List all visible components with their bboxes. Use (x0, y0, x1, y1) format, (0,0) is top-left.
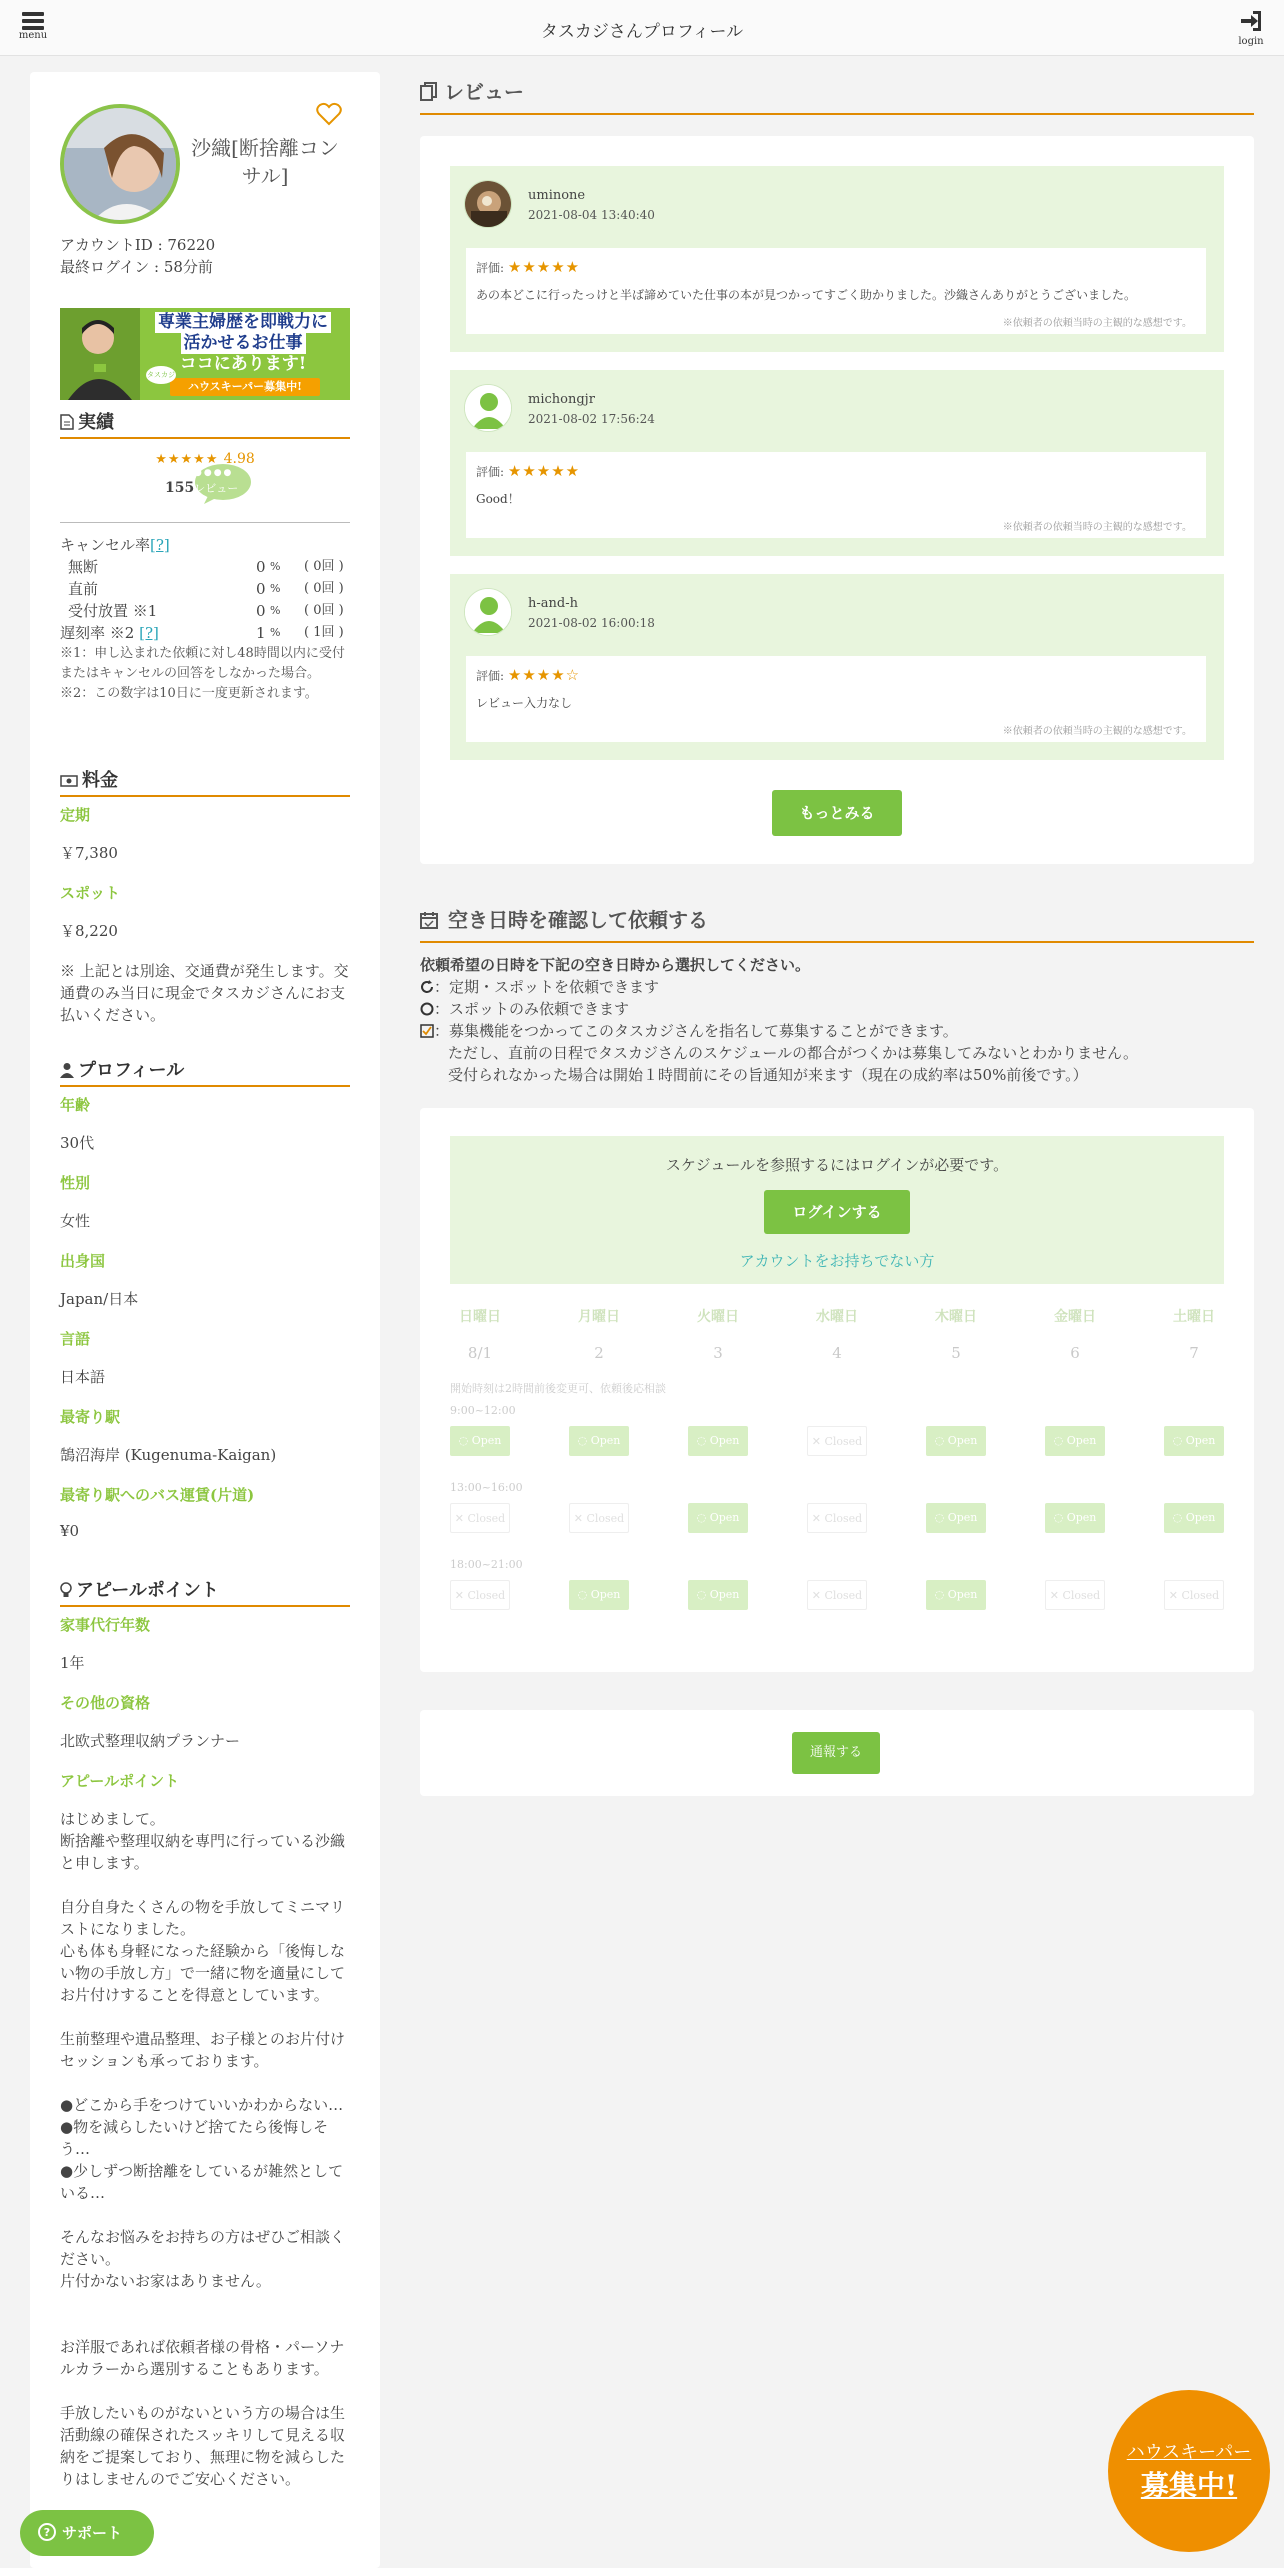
late-label: 遅刻率 ※2 (60, 624, 135, 642)
review-text: Good！ (476, 492, 520, 506)
login-required-panel (450, 1136, 1224, 1284)
late-count: ( 1回 ) (304, 625, 344, 640)
legend-recruit-note-1: ただし、直前の日程でタスカジさんのスケジュールの都合がつくかは募集してみないとわかりません。 (448, 1044, 1139, 1062)
review-rating (476, 462, 580, 480)
schedule-intro: 依頼希望の日時を下記の空き日時から選択してください。 (420, 956, 811, 974)
slot-label: Closed (586, 1512, 625, 1525)
banner-line-3: ココにあります! (179, 354, 307, 374)
cancel-row (60, 600, 350, 622)
schedule-heading (420, 904, 1254, 943)
cancel-heading-row (60, 534, 350, 556)
review-body (466, 248, 1206, 334)
rating-label: 評価: (476, 261, 505, 275)
profile-item-value: 鵠沼海岸 (Kugenuma-Kaigan) (60, 1446, 277, 1464)
qualification-label: その他の資格 (60, 1694, 151, 1712)
reviewer-avatar (464, 588, 512, 636)
reviewer-name[interactable]: michongjr (528, 392, 595, 407)
circle-icon: ◌ (696, 1511, 710, 1524)
profile-item-label: 年齢 (60, 1096, 91, 1114)
checkbox-icon (420, 1024, 434, 1038)
slot-label: Open (709, 1434, 740, 1447)
profile-item-value: 女性 (60, 1212, 91, 1230)
cancel-row (60, 578, 350, 600)
appeal-paragraph: ●物を減らしたいけど捨てたら後悔しそう… (60, 2118, 329, 2158)
slot-label: Open (947, 1588, 978, 1601)
slot-label: Closed (824, 1589, 863, 1602)
slot-closed-button[interactable] (807, 1580, 867, 1610)
slot-open-button[interactable] (569, 1580, 629, 1610)
circle-icon: ◌ (934, 1588, 948, 1601)
circle-icon: ◌ (1053, 1511, 1067, 1524)
reviews-heading-text: レビュー (444, 80, 524, 104)
slot-label: Open (1185, 1511, 1216, 1524)
profile-item-label: 最寄り駅へのバス運賃(片道) (60, 1486, 255, 1504)
review-rating (476, 666, 580, 684)
weekday-label: 月曜日 (578, 1309, 620, 1325)
review-item (450, 574, 1224, 760)
legend-regular-text: ：定期・スポットを依頼できます (434, 978, 660, 996)
review-date: 2021-08-04 13:40:40 (528, 208, 655, 222)
schedule-instructions (420, 954, 1254, 1086)
results-note-1: ※1：申し込まれた依頼に対し48時間以内に受付またはキャンセルの回答をしなかった場合。 (60, 646, 345, 681)
pct-unit: % (270, 604, 281, 617)
legend-spot (420, 998, 1254, 1020)
years-value: 1年 (60, 1654, 85, 1672)
heart-icon[interactable] (316, 102, 342, 126)
cancel-row-pct: 0 (256, 602, 266, 620)
slot-label: Open (590, 1588, 621, 1601)
date-label: 6 (1070, 1344, 1080, 1362)
login-icon (1239, 10, 1263, 32)
pct-unit: % (270, 560, 281, 573)
fee-spot-value: ￥8,220 (60, 922, 118, 940)
reviewer-name[interactable]: uminone (528, 188, 586, 203)
appeal-paragraph: 断捨離や整理収納を専門に行っている沙織と申します。 (60, 1832, 346, 1872)
weekday-label: 水曜日 (816, 1309, 858, 1325)
appeal-paragraph: ●どこから手をつけていいかわからない… (60, 2096, 344, 2114)
date-label: 3 (713, 1344, 723, 1362)
account-info (60, 234, 215, 278)
review-stars: ★★★★★ (507, 462, 581, 480)
page-title: タスカジさんプロフィール (540, 22, 744, 42)
pct-unit: % (270, 626, 281, 639)
slot-open-button[interactable] (926, 1503, 986, 1533)
svg-text:?: ? (43, 2526, 51, 2539)
date-label: 8/1 (467, 1344, 493, 1362)
reviewer-avatar (464, 180, 512, 228)
more-reviews-button[interactable]: もっとみる (772, 790, 902, 836)
profile-item-label: 出身国 (60, 1252, 106, 1270)
fee-regular-value: ￥7,380 (60, 844, 118, 862)
last-login: 最終ログイン : 58分前 (60, 258, 213, 276)
profile-item-label: 性別 (60, 1174, 91, 1192)
calendar-check-icon (420, 911, 438, 929)
banner-badge: タスカジ (146, 366, 176, 384)
review-date: 2021-08-02 17:56:24 (528, 412, 655, 426)
review-note: ※依頼者の依頼当時の主観的な感想です。 (1002, 318, 1192, 329)
late-pct: 1 (256, 624, 266, 642)
circle-icon: ◌ (577, 1588, 591, 1601)
results-heading (60, 408, 350, 439)
legend-recruit-note-2: 受付られなかった場合は開始１時間前にその旨通知が来ます（現在の成約率は50%前後です。） (448, 1066, 1088, 1084)
review-note: ※依頼者の依頼当時の主観的な感想です。 (1002, 726, 1192, 737)
cancel-row-count: ( 0回 ) (304, 581, 344, 596)
profile-heading (60, 1056, 350, 1087)
slot-open-button[interactable] (688, 1580, 748, 1610)
slot-open-button[interactable] (926, 1580, 986, 1610)
top-header (0, 0, 1284, 56)
banner-cta: ハウスキーパー募集中! (170, 378, 320, 396)
slot-label: Open (709, 1511, 740, 1524)
document-icon (60, 414, 74, 430)
user-icon (60, 1062, 74, 1078)
slot-label: Open (947, 1434, 978, 1447)
slot-closed-button[interactable] (569, 1503, 629, 1533)
circle-icon: ◌ (458, 1434, 472, 1447)
review-body (466, 452, 1206, 538)
circle-icon: ◌ (696, 1588, 710, 1601)
circle-icon: ◌ (696, 1434, 710, 1447)
banner-text (138, 312, 348, 375)
bubble-dots: ●●●● (194, 468, 234, 478)
weekday-label: 日曜日 (459, 1309, 501, 1325)
lightbulb-icon (60, 1582, 72, 1598)
refresh-icon (420, 980, 434, 994)
slot-open-button[interactable] (1045, 1426, 1105, 1456)
recruit-badge-line2: 募集中! (1140, 2469, 1238, 2502)
slot-closed-button[interactable] (807, 1503, 867, 1533)
review-count: 155 (165, 480, 195, 496)
slot-label: Open (947, 1511, 978, 1524)
appeal-paragraph: ●少しずつ断捨離をしているが雑然としている… (60, 2162, 344, 2202)
fee-note: ※ 上記とは別途、交通費が発生します。交通費のみ当日に現金でタスカジさんにお支払いください。 (60, 962, 349, 1024)
reviews-card (420, 136, 1254, 864)
rating-label: 評価: (476, 669, 505, 683)
slot-label: Closed (467, 1589, 506, 1602)
appeal-paragraph: 心も体も身軽になった経験から「後悔しない物の手放し方」で一緒に物を適量にしてお片付けすることを得意としています。 (60, 1942, 346, 2004)
legend-spot-text: ：スポットのみ依頼できます (434, 1000, 630, 1018)
time-range-label: 18:00~21:00 (450, 1558, 523, 1571)
support-label: サポート (62, 2524, 123, 2542)
divider (60, 522, 350, 523)
report-button[interactable]: 通報する (792, 1732, 880, 1774)
review-stars: ★★★★★ (507, 258, 581, 276)
recruit-banner[interactable] (60, 308, 350, 400)
account-id: アカウントID : 76220 (60, 236, 216, 254)
legend-recruit-text: ：募集機能をつかってこのタスカジさんを指名して募集することができます。 (434, 1022, 958, 1040)
review-body (466, 656, 1206, 742)
profile-item-value: 日本語 (60, 1368, 106, 1386)
slot-open-button[interactable] (926, 1426, 986, 1456)
circle-icon: ◌ (934, 1434, 948, 1447)
slot-open-button[interactable] (688, 1426, 748, 1456)
review-item (450, 166, 1224, 352)
appeal-paragraph: 片付かないお家はありません。 (60, 2272, 271, 2290)
slot-label: Open (471, 1434, 502, 1447)
slot-label: Closed (1062, 1589, 1101, 1602)
circle-icon: ◌ (1172, 1511, 1186, 1524)
slot-label: Closed (824, 1512, 863, 1525)
profile-item-label: 言語 (60, 1330, 91, 1348)
reviewer-avatar (464, 384, 512, 432)
weekday-label: 土曜日 (1173, 1309, 1215, 1325)
weekday-label: 木曜日 (935, 1309, 977, 1325)
cancel-row-label: 受付放置 ※1 (68, 602, 158, 620)
date-label: 2 (594, 1344, 604, 1362)
support-button[interactable] (20, 2510, 154, 2556)
review-stars: ★★★★☆ (507, 666, 581, 684)
profile-name: 沙織[断捨離コンサル] (191, 136, 339, 188)
rating-value: 4.98 (223, 451, 255, 467)
cancel-row-label: 無断 (68, 558, 99, 576)
review-count-line[interactable] (165, 480, 238, 496)
review-text: あの本どこに行ったっけと半ば諦めていた仕事の本が見つかってすごく助かりました。沙織さんありがとうございました。 (476, 288, 1137, 302)
appeal-paragraph: そんなお悩みをお持ちの方はぜひご相談ください。 (60, 2228, 346, 2268)
menu-label: menu (18, 30, 48, 41)
money-icon (60, 774, 78, 788)
slot-open-button[interactable] (688, 1503, 748, 1533)
fees-heading-text: 料金 (82, 770, 118, 791)
cancel-row-count: ( 0回 ) (304, 603, 344, 618)
profile-item-label: 最寄り駅 (60, 1408, 121, 1426)
cancel-row-label: 直前 (68, 580, 99, 598)
late-help-link[interactable]: [?] (139, 624, 159, 642)
login-label: login (1238, 36, 1264, 47)
results-note-2: ※2：この数字は10日に一度更新されます。 (60, 686, 318, 701)
close-icon: ✕ (1168, 1589, 1182, 1602)
appeal-paragraph: お洋服であれば依頼者様の骨格・パーソナルカラーから選別することもあります。 (60, 2338, 345, 2378)
circle-icon: ◌ (934, 1511, 948, 1524)
no-account-link[interactable]: アカウントをお持ちでない方 (739, 1252, 935, 1270)
appeal-paragraph: はじめまして。 (60, 1810, 165, 1828)
profile-item-value: Japan/日本 (60, 1290, 139, 1308)
appeal-paragraph: 自分自身たくさんの物を手放してミニマリストになりました。 (60, 1898, 346, 1938)
time-range-label: 9:00~12:00 (450, 1404, 516, 1417)
close-icon: ✕ (811, 1435, 825, 1448)
review-rating (476, 258, 580, 276)
late-row (60, 622, 350, 644)
question-circle-icon (38, 2523, 56, 2541)
slot-closed-button[interactable] (807, 1426, 867, 1456)
slot-open-button[interactable] (1164, 1503, 1224, 1533)
circle-icon: ◌ (1053, 1434, 1067, 1447)
reviewer-name[interactable]: h-and-h (528, 596, 578, 611)
appeal-heading (60, 1576, 350, 1607)
login-required-text: スケジュールを参照するにはログインが必要です。 (665, 1156, 1009, 1174)
close-icon: ✕ (1049, 1589, 1063, 1602)
appeal-paragraph: 手放したいものがないという方の場合は生活動線の確保されたスッキリして見える収納をご提案しており、無理に物を減らしたりはしませんのでご安心ください。 (60, 2404, 346, 2488)
profile-heading-text: プロフィール (78, 1060, 185, 1081)
close-icon: ✕ (454, 1589, 468, 1602)
recruit-badge[interactable] (1108, 2390, 1270, 2552)
slot-closed-button[interactable] (450, 1503, 510, 1533)
date-label: 4 (832, 1344, 842, 1362)
cancel-heading: キャンセル率 (60, 536, 151, 554)
slot-closed-button[interactable] (1164, 1580, 1224, 1610)
review-note: ※依頼者の依頼当時の主観的な感想です。 (1002, 522, 1192, 533)
banner-line-2: 活かせるお仕事 (181, 333, 306, 354)
schedule-heading-text: 空き日時を確認して依頼する (448, 908, 708, 932)
appeal-heading-text: アピールポイント (76, 1580, 219, 1601)
profile-item-value: 30代 (60, 1134, 95, 1152)
slot-closed-button[interactable] (450, 1580, 510, 1610)
slot-label: Closed (824, 1435, 863, 1448)
report-card (420, 1710, 1254, 1796)
schedule-card (420, 1108, 1254, 1672)
cancel-rates (60, 534, 350, 704)
review-item (450, 370, 1224, 556)
circle-icon (420, 1002, 434, 1016)
close-icon: ✕ (573, 1512, 587, 1525)
rating-stars: ★★★★★ (155, 452, 219, 467)
login-button-main[interactable]: ログインする (764, 1190, 910, 1234)
slot-open-button[interactable] (450, 1426, 510, 1456)
slot-label: Open (1066, 1434, 1097, 1447)
fees-heading (60, 766, 350, 797)
years-label: 家事代行年数 (60, 1616, 151, 1634)
pct-unit: % (270, 582, 281, 595)
review-text: レビュー入力なし (476, 696, 573, 710)
close-icon: ✕ (454, 1512, 468, 1525)
slot-open-button[interactable] (1045, 1503, 1105, 1533)
appeal-label: アピールポイント (60, 1772, 180, 1790)
profile-sidebar (30, 72, 380, 2568)
slot-label: Open (1185, 1434, 1216, 1447)
weekday-label: 火曜日 (697, 1309, 739, 1325)
fee-regular-label: 定期 (60, 806, 91, 824)
close-icon: ✕ (811, 1589, 825, 1602)
cancel-help-link[interactable]: [?] (150, 536, 170, 554)
review-unit: レビュー (194, 482, 239, 495)
slot-label: Open (590, 1434, 621, 1447)
close-icon: ✕ (811, 1512, 825, 1525)
slot-open-button[interactable] (569, 1426, 629, 1456)
cancel-row-count: ( 0回 ) (304, 559, 344, 574)
legend-recruit (420, 1020, 1254, 1042)
date-label: 5 (951, 1344, 961, 1362)
review-date: 2021-08-02 16:00:18 (528, 616, 655, 630)
slot-label: Closed (1181, 1589, 1220, 1602)
results-heading-text: 実績 (78, 412, 114, 433)
slot-note: 開始時刻は2時間前後変更可、依頼後応相談 (450, 1382, 666, 1395)
appeal-text (60, 1808, 350, 2490)
reviews-heading (420, 76, 1254, 115)
slot-label: Closed (467, 1512, 506, 1525)
slot-open-button[interactable] (1164, 1426, 1224, 1456)
profile-item-value: ¥0 (60, 1522, 80, 1540)
date-label: 7 (1189, 1344, 1199, 1362)
banner-line-1: 専業主婦歴を即戦力に (155, 312, 331, 333)
copy-icon (420, 82, 438, 102)
rating-label: 評価: (476, 465, 505, 479)
fee-spot-label: スポット (60, 884, 121, 902)
recruit-badge-line1: ハウスキーパー (1126, 2442, 1252, 2463)
circle-icon: ◌ (577, 1434, 591, 1447)
time-range-label: 13:00~16:00 (450, 1481, 523, 1494)
cancel-row-pct: 0 (256, 580, 266, 598)
slot-label: Open (1066, 1511, 1097, 1524)
cancel-row-pct: 0 (256, 558, 266, 576)
slot-label: Open (709, 1588, 740, 1601)
slot-closed-button[interactable] (1045, 1580, 1105, 1610)
login-button[interactable] (1234, 10, 1268, 48)
cancel-row (60, 556, 350, 578)
legend-regular (420, 976, 1254, 998)
weekday-label: 金曜日 (1054, 1309, 1096, 1325)
qualification-value: 北欧式整理収納プランナー (60, 1732, 241, 1750)
circle-icon: ◌ (1172, 1434, 1186, 1447)
appeal-paragraph: 生前整理や遺品整理、お子様とのお片付けセッションも承っております。 (60, 2030, 346, 2070)
avatar (60, 104, 180, 224)
